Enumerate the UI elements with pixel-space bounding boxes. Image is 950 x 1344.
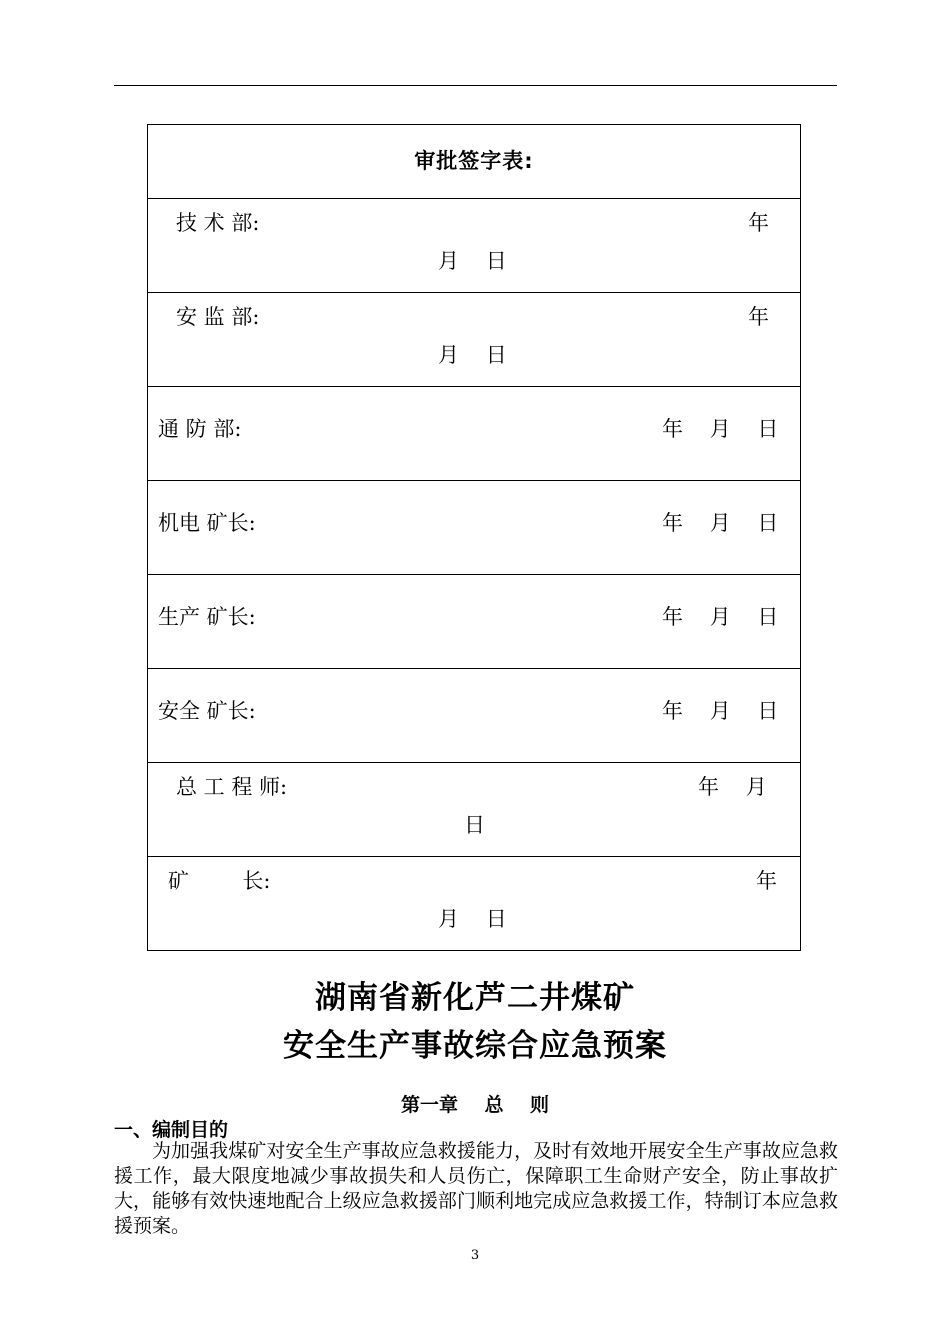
sign-label: 安全 矿长:	[158, 699, 256, 723]
page-number: 3	[470, 1248, 480, 1263]
sign-date-month-day: 月 日	[438, 907, 507, 931]
approval-signature-table	[147, 124, 801, 951]
sign-label: 安 监 部:	[176, 305, 260, 329]
sign-date: 年 月 日	[662, 511, 779, 535]
sign-row-chief-engineer[interactable]	[148, 763, 801, 857]
sign-date-year: 年	[756, 869, 777, 893]
sign-date-year-month: 年 月	[698, 775, 767, 799]
document-title-line1: 湖南省新化芦二井煤矿	[315, 980, 635, 1016]
approval-table-title-cell	[148, 125, 801, 199]
sign-row-safety[interactable]	[148, 669, 801, 763]
sign-row-production[interactable]	[148, 575, 801, 669]
sign-label: 机电 矿长:	[158, 511, 256, 535]
sign-label: 矿 长:	[168, 869, 271, 893]
sign-row-mech-elec[interactable]	[148, 481, 801, 575]
sign-date: 年 月 日	[662, 699, 779, 723]
sign-date-year: 年	[748, 211, 769, 235]
sign-label: 通 防 部:	[158, 417, 242, 441]
chapter-heading: 第一章 总 则	[401, 1094, 549, 1116]
sign-row-safety-supervision[interactable]	[148, 293, 801, 387]
body-paragraph: 为加强我煤矿对安全生产事故应急救援能力，及时有效地开展安全生产事故应急救援工作，最大限度地减少事故损失和人员伤亡，保障职工生命财产安全，防止事故扩大，能够有效快速地配合上级应急救援部门顺利地完成应急救援工作，特制订本应急救援预案。	[114, 1140, 838, 1237]
sign-date-month-day: 月 日	[438, 343, 507, 367]
sign-row-mine-manager[interactable]	[148, 857, 801, 951]
sign-row-tech[interactable]	[148, 199, 801, 293]
sign-date: 年 月 日	[662, 417, 779, 441]
sign-date-month-day: 月 日	[438, 249, 507, 273]
sign-date-day: 日	[464, 813, 485, 837]
sign-date: 年 月 日	[662, 605, 779, 629]
sign-date-year: 年	[748, 305, 769, 329]
header-rule	[114, 85, 837, 86]
section-heading: 一、编制目的	[114, 1119, 229, 1141]
sign-label: 总 工 程 师:	[176, 775, 288, 799]
sign-label: 生产 矿长:	[158, 605, 256, 629]
sign-row-ventilation[interactable]	[148, 387, 801, 481]
document-title-line2: 安全生产事故综合应急预案	[283, 1028, 667, 1064]
approval-table-title: 审批签字表:	[414, 149, 534, 173]
sign-label: 技 术 部:	[176, 211, 260, 235]
